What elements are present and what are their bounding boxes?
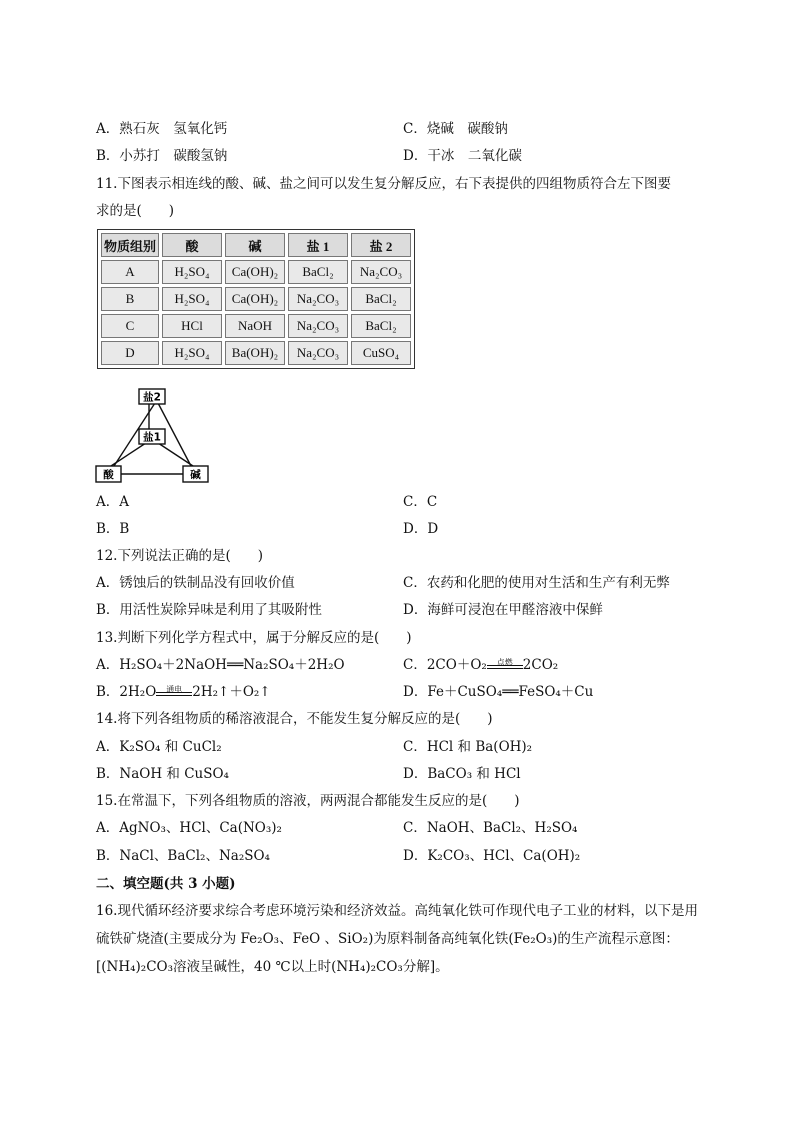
q10-option-d: D．干冰 二氧化碳 [403, 148, 522, 164]
q13-option-c-reactants: C．2CO＋O₂ [403, 657, 487, 673]
salt1-label: 盐1 [143, 431, 161, 444]
q16-text: 16.现代循环经济要求综合考虑环境污染和经济效益。高纯氧化铁可作现代电子工业的材料，以下是用硫铁矿烧渣(主要成分为 Fe₂O₃、FeO 、SiO₂)为原料制备高纯氧化铁(Fe₂O₃)的生产流程示意图：[(NH₄)₂CO₃溶液呈碱性，40 ℃以上时(NH₄)₂CO₃分解]。 [96, 903, 698, 975]
reaction-condition: 通电 [166, 685, 183, 694]
table-row [101, 287, 411, 311]
table-header-cell: 碱 [225, 233, 285, 257]
q12-option-c: C．农药和化肥的使用对生活和生产有利无弊 [403, 575, 670, 591]
section-title-fill-in: 二、填空题(共 3 小题) [96, 876, 236, 892]
table-cell: A [101, 260, 159, 284]
table-cell: Na₂CO₃ [288, 314, 348, 338]
q15-stem: 15.在常温下，下列各组物质的溶液，两两混合都能发生反应的是( ) [96, 793, 520, 809]
table-cell: CuSO₄ [351, 341, 411, 365]
q13-option-d: D．Fe＋CuSO₄══FeSO₄＋Cu [403, 684, 594, 700]
q12-stem: 12.下列说法正确的是( ) [96, 548, 264, 564]
table-cell: BaCl₂ [351, 287, 411, 311]
table-cell: Ba(OH)₂ [225, 341, 285, 365]
acid-label: 酸 [103, 469, 114, 481]
table-cell: B [101, 287, 159, 311]
table-row [101, 341, 411, 365]
q14-option-d: D．BaCO₃ 和 HCl [403, 766, 521, 782]
q14-option-a: A．K₂SO₄ 和 CuCl₂ [96, 739, 222, 755]
q10-option-b: B．小苏打 碳酸氢钠 [96, 148, 228, 164]
q11-table [97, 229, 415, 369]
q13-option-b [96, 682, 271, 702]
q12-option-b: B．用活性炭除异味是利用了其吸附性 [96, 602, 322, 618]
q13-option-c [403, 655, 558, 675]
table-row [101, 314, 411, 338]
q13-option-b-products: 2H₂↑＋O₂↑ [192, 684, 271, 700]
q15-option-b: B．NaCl、BaCl₂、Na₂SO₄ [96, 848, 270, 864]
table-header-row [101, 233, 411, 257]
q10-option-a: A．熟石灰 氢氧化钙 [96, 121, 228, 137]
table-cell: H₂SO₄ [162, 287, 222, 311]
table-cell: Na₂CO₃ [288, 287, 348, 311]
table-cell: H₂SO₄ [162, 260, 222, 284]
table-cell: Na₂CO₃ [351, 260, 411, 284]
q11-reaction-diagram [92, 384, 212, 484]
salt2-label: 盐2 [143, 391, 161, 404]
table-header-cell: 盐 1 [288, 233, 348, 257]
q11-stem-line2: 求的是( ) [96, 203, 175, 219]
table-cell: Ca(OH)₂ [225, 260, 285, 284]
q13-option-c-products: 2CO₂ [522, 657, 559, 673]
table-row [101, 260, 411, 284]
q11-option-d: D．D [403, 521, 439, 537]
q12-option-d: D．海鲜可浸泡在甲醛溶液中保鲜 [403, 602, 603, 618]
table-cell: C [101, 314, 159, 338]
table-header-cell: 酸 [162, 233, 222, 257]
table-cell: BaCl₂ [351, 314, 411, 338]
q14-stem: 14.将下列各组物质的稀溶液混合，不能发生复分解反应的是( ) [96, 711, 493, 727]
table-cell: H₂SO₄ [162, 341, 222, 365]
q13-option-b-reactants: B．2H₂O [96, 684, 157, 700]
q10-option-c: C．烧碱 碳酸钠 [403, 121, 508, 137]
table-cell: D [101, 341, 159, 365]
table-cell: HCl [162, 314, 222, 338]
q14-option-b: B．NaOH 和 CuSO₄ [96, 766, 229, 782]
reaction-condition: 点燃 [496, 658, 513, 667]
q15-option-a: A．AgNO₃、HCl、Ca(NO₃)₂ [96, 820, 282, 836]
table-cell: Na₂CO₃ [288, 341, 348, 365]
q12-option-a: A．锈蚀后的铁制品没有回收价值 [96, 575, 295, 591]
q15-option-c: C．NaOH、BaCl₂、H₂SO₄ [403, 820, 578, 836]
q11-option-b: B．B [96, 521, 130, 537]
table-cell: BaCl₂ [288, 260, 348, 284]
table-header-cell: 盐 2 [351, 233, 411, 257]
q11-stem-line1: 11.下图表示相连线的酸、碱、盐之间可以发生复分解反应，右下表提供的四组物质符合左下图要 [96, 176, 671, 192]
q11-option-c: C．C [403, 494, 438, 510]
table-cell: NaOH [225, 314, 285, 338]
reaction-arrow [487, 656, 523, 669]
q11-option-a: A．A [96, 494, 129, 510]
q13-option-a: A．H₂SO₄＋2NaOH══Na₂SO₄＋2H₂O [96, 657, 345, 673]
base-label: 碱 [190, 469, 201, 481]
reaction-arrow [156, 683, 192, 696]
table-header-cell: 物质组别 [101, 233, 159, 257]
q15-option-d: D．K₂CO₃、HCl、Ca(OH)₂ [403, 848, 581, 864]
q13-stem: 13.判断下列化学方程式中，属于分解反应的是( ) [96, 630, 412, 646]
table-cell: Ca(OH)₂ [225, 287, 285, 311]
q14-option-c: C．HCl 和 Ba(OH)₂ [403, 739, 533, 755]
